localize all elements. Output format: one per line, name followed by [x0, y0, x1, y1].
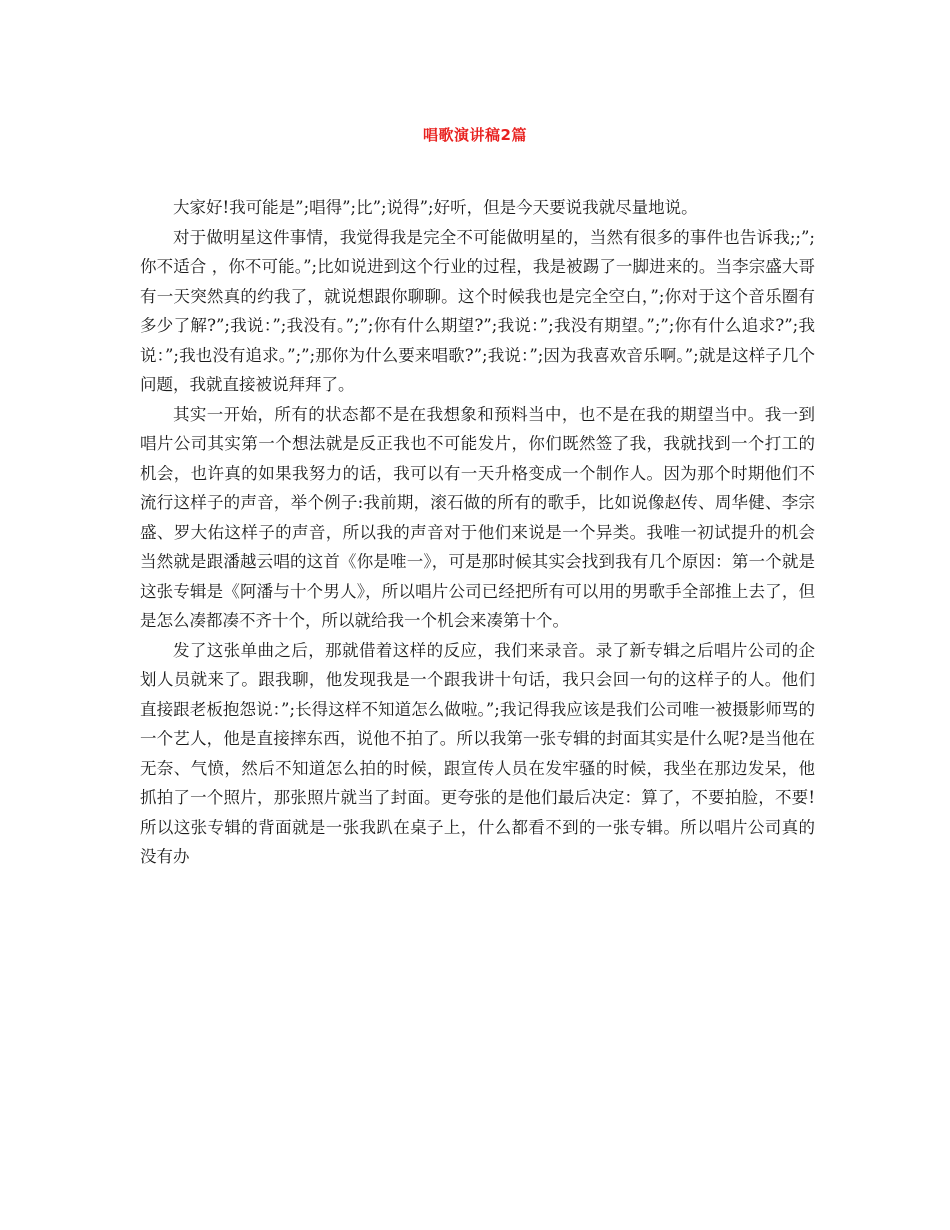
- document-body: [140, 193, 815, 872]
- paragraph-3: 其实一开始，所有的状态都不是在我想象和预料当中，也不是在我的期望当中。我一到唱片公司其实第一个想法就是反正我也不可能发片，你们既然签了我，我就找到一个打工的机会，也许真的如果我努力的话，我可以有一天升格变成一个制作人。因为那个时期他们不流行这样子的声音，举个例子:我前期，滚石做的所有的歌手，比如说像赵传、周华健、李宗盛、罗大佑这样子的声音，所以我的声音对于他们来说是一个异类。我唯一初试提升的机会当然就是跟潘越云唱的这首《你是唯一》，可是那时候其实会找到我有几个原因：第一个就是这张专辑是《阿潘与十个男人》，所以唱片公司已经把所有可以用的男歌手全部推上去了，但是怎么凑都凑不齐十个，所以就给我一个机会来凑第十个。: [140, 404, 815, 630]
- document-title: 唱歌演讲稿2篇: [423, 126, 527, 144]
- paragraph-1: 大家好!我可能是”;唱得”;比”;说得”;好听，但是今天要说我就尽量地说。: [173, 198, 698, 217]
- paragraph-4: 发了这张单曲之后，那就借着这样的反应，我们来录音。录了新专辑之后唱片公司的企划人员就来了。跟我聊，他发现我是一个跟我讲十句话，我只会回一句的这样子的人。他们直接跟老板抱怨说：”;长得这样不知道怎么做啦。”;我记得我应该是我们公司唯一被摄影师骂的一个艺人，他是直接摔东西，说他不拍了。所以我第一张专辑的封面其实是什么呢?是当他在无奈、气愤，然后不知道怎么拍的时候，跟宣传人员在发牢骚的时候，我坐在那边发呆，他抓拍了一个照片，那张照片就当了封面。更夸张的是他们最后决定：算了，不要拍脸，不要!所以这张专辑的背面就是一张我趴在桌子上，什么都看不到的一张专辑。所以唱片公司真的没有办: [140, 640, 815, 866]
- paragraph-2: 对于做明星这件事情，我觉得我是完全不可能做明星的，当然有很多的事件也告诉我;;”;你不适合 ，你不可能。”;比如说进到这个行业的过程，我是被踢了一脚进来的。当李宗盛大哥有一天突然真的约我了，就说想跟你聊聊。这个时候我也是完全空白，”;你对于这个音乐圈有多少了解?”;我说：”;我没有。”;”;你有什么期望?”;我说：”;我没有期望。”;”;你有什么追求?”;我说：”;我也没有追求。”;”;那你为什么要来唱歌?”;我说：”;因为我喜欢音乐啊。”;就是这样子几个问题，我就直接被说拜拜了。: [140, 227, 815, 394]
